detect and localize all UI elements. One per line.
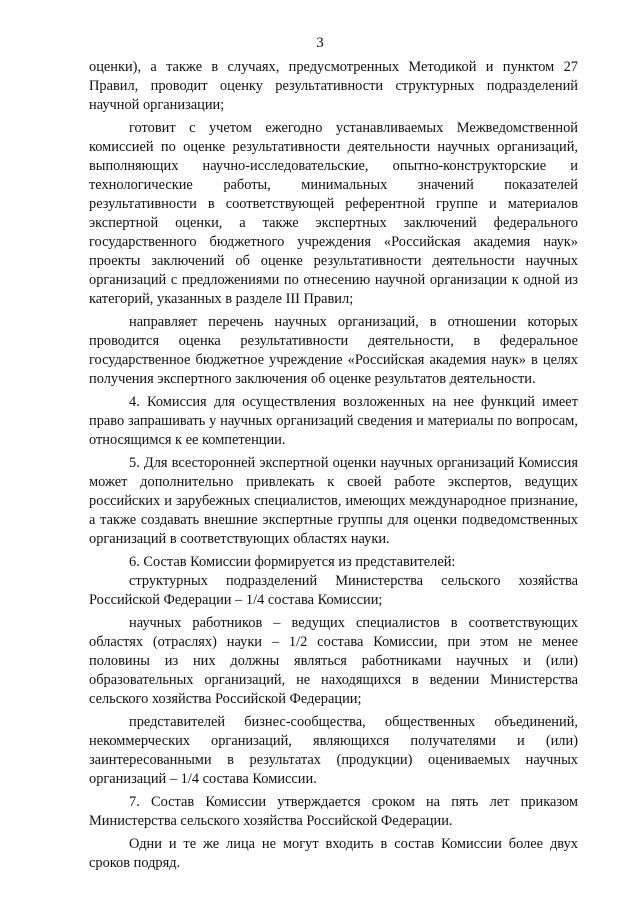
paragraph-prepares-conclusions: готовит с учетом ежегодно устанавливаемых Межведомственной комиссией по оценке результативности деятельности научных организаций, выполняющих научно-исследовательские, опытно-конструкторские и технологические работы, минимальных значений показателей результативности в соответствующей референтной группе и материалов экспертной оценки, а также экспертных заключений федерального государственного бюджетного учреждения «Российская академия наук» проекты заключений об оценке результативности деятельности научных организаций с предложениями по отнесению научной организации к одной из категорий, указанных в разделе III Правил; xyxy=(89,120,578,307)
document-body xyxy=(89,58,578,873)
page-number: 3 xyxy=(316,35,324,51)
paragraph-clause-7: 7. Состав Комиссии утверждается сроком на пять лет приказом Министерства сельского хозяйства Российской Федерации. xyxy=(89,794,578,829)
paragraph-clause-4: 4. Комиссия для осуществления возложенных на нее функций имеет право запрашивать у научных организаций сведения и материалы по вопросам, относящимся к ее компетенции. xyxy=(89,394,578,448)
paragraph-assessment-continuation: оценки), а также в случаях, предусмотренных Методикой и пунктом 27 Правил, проводит оценку результативности структурных подразделений научной организации; xyxy=(89,59,578,113)
paragraph-business-representatives: представителей бизнес-сообщества, общественных объединений, некоммерческих организаций, являющихся получателями и (или) заинтересованными в результатах (продукции) оцениваемых научных организаций – 1/4 состава Комиссии. xyxy=(89,714,578,787)
paragraph-sends-list: направляет перечень научных организаций, в отношении которых проводится оценка результативности деятельности, в федеральное государственное бюджетное учреждение «Российская академия наук» в целях получения экспертного заключения об оценке результатов деятельности. xyxy=(89,314,578,387)
paragraph-clause-5: 5. Для всесторонней экспертной оценки научных организаций Комиссия может дополнительно привлекать к своей работе экспертов, ведущих российских и зарубежных специалистов, имеющих международное признание, а также создавать внешние экспертные группы для оценки подведомственных организаций в соответствующих областях науки. xyxy=(89,455,578,547)
paragraph-ministry-representatives: структурных подразделений Министерства сельского хозяйства Российской Федерации – 1/4 состава Комиссии; xyxy=(89,573,578,608)
paragraph-term-limit: Одни и те же лица не могут входить в состав Комиссии более двух сроков подряд. xyxy=(89,836,578,871)
paragraph-scientific-workers: научных работников – ведущих специалистов в соответствующих областях (отраслях) науки – 1/2 состава Комиссии, при этом не менее половины из них должны являться работниками научных и (или) образовательных организаций, не находящихся в ведении Министерства сельского хозяйства Российской Федерации; xyxy=(89,615,578,707)
paragraph-clause-6: 6. Состав Комиссии формируется из представителей: xyxy=(129,554,456,570)
